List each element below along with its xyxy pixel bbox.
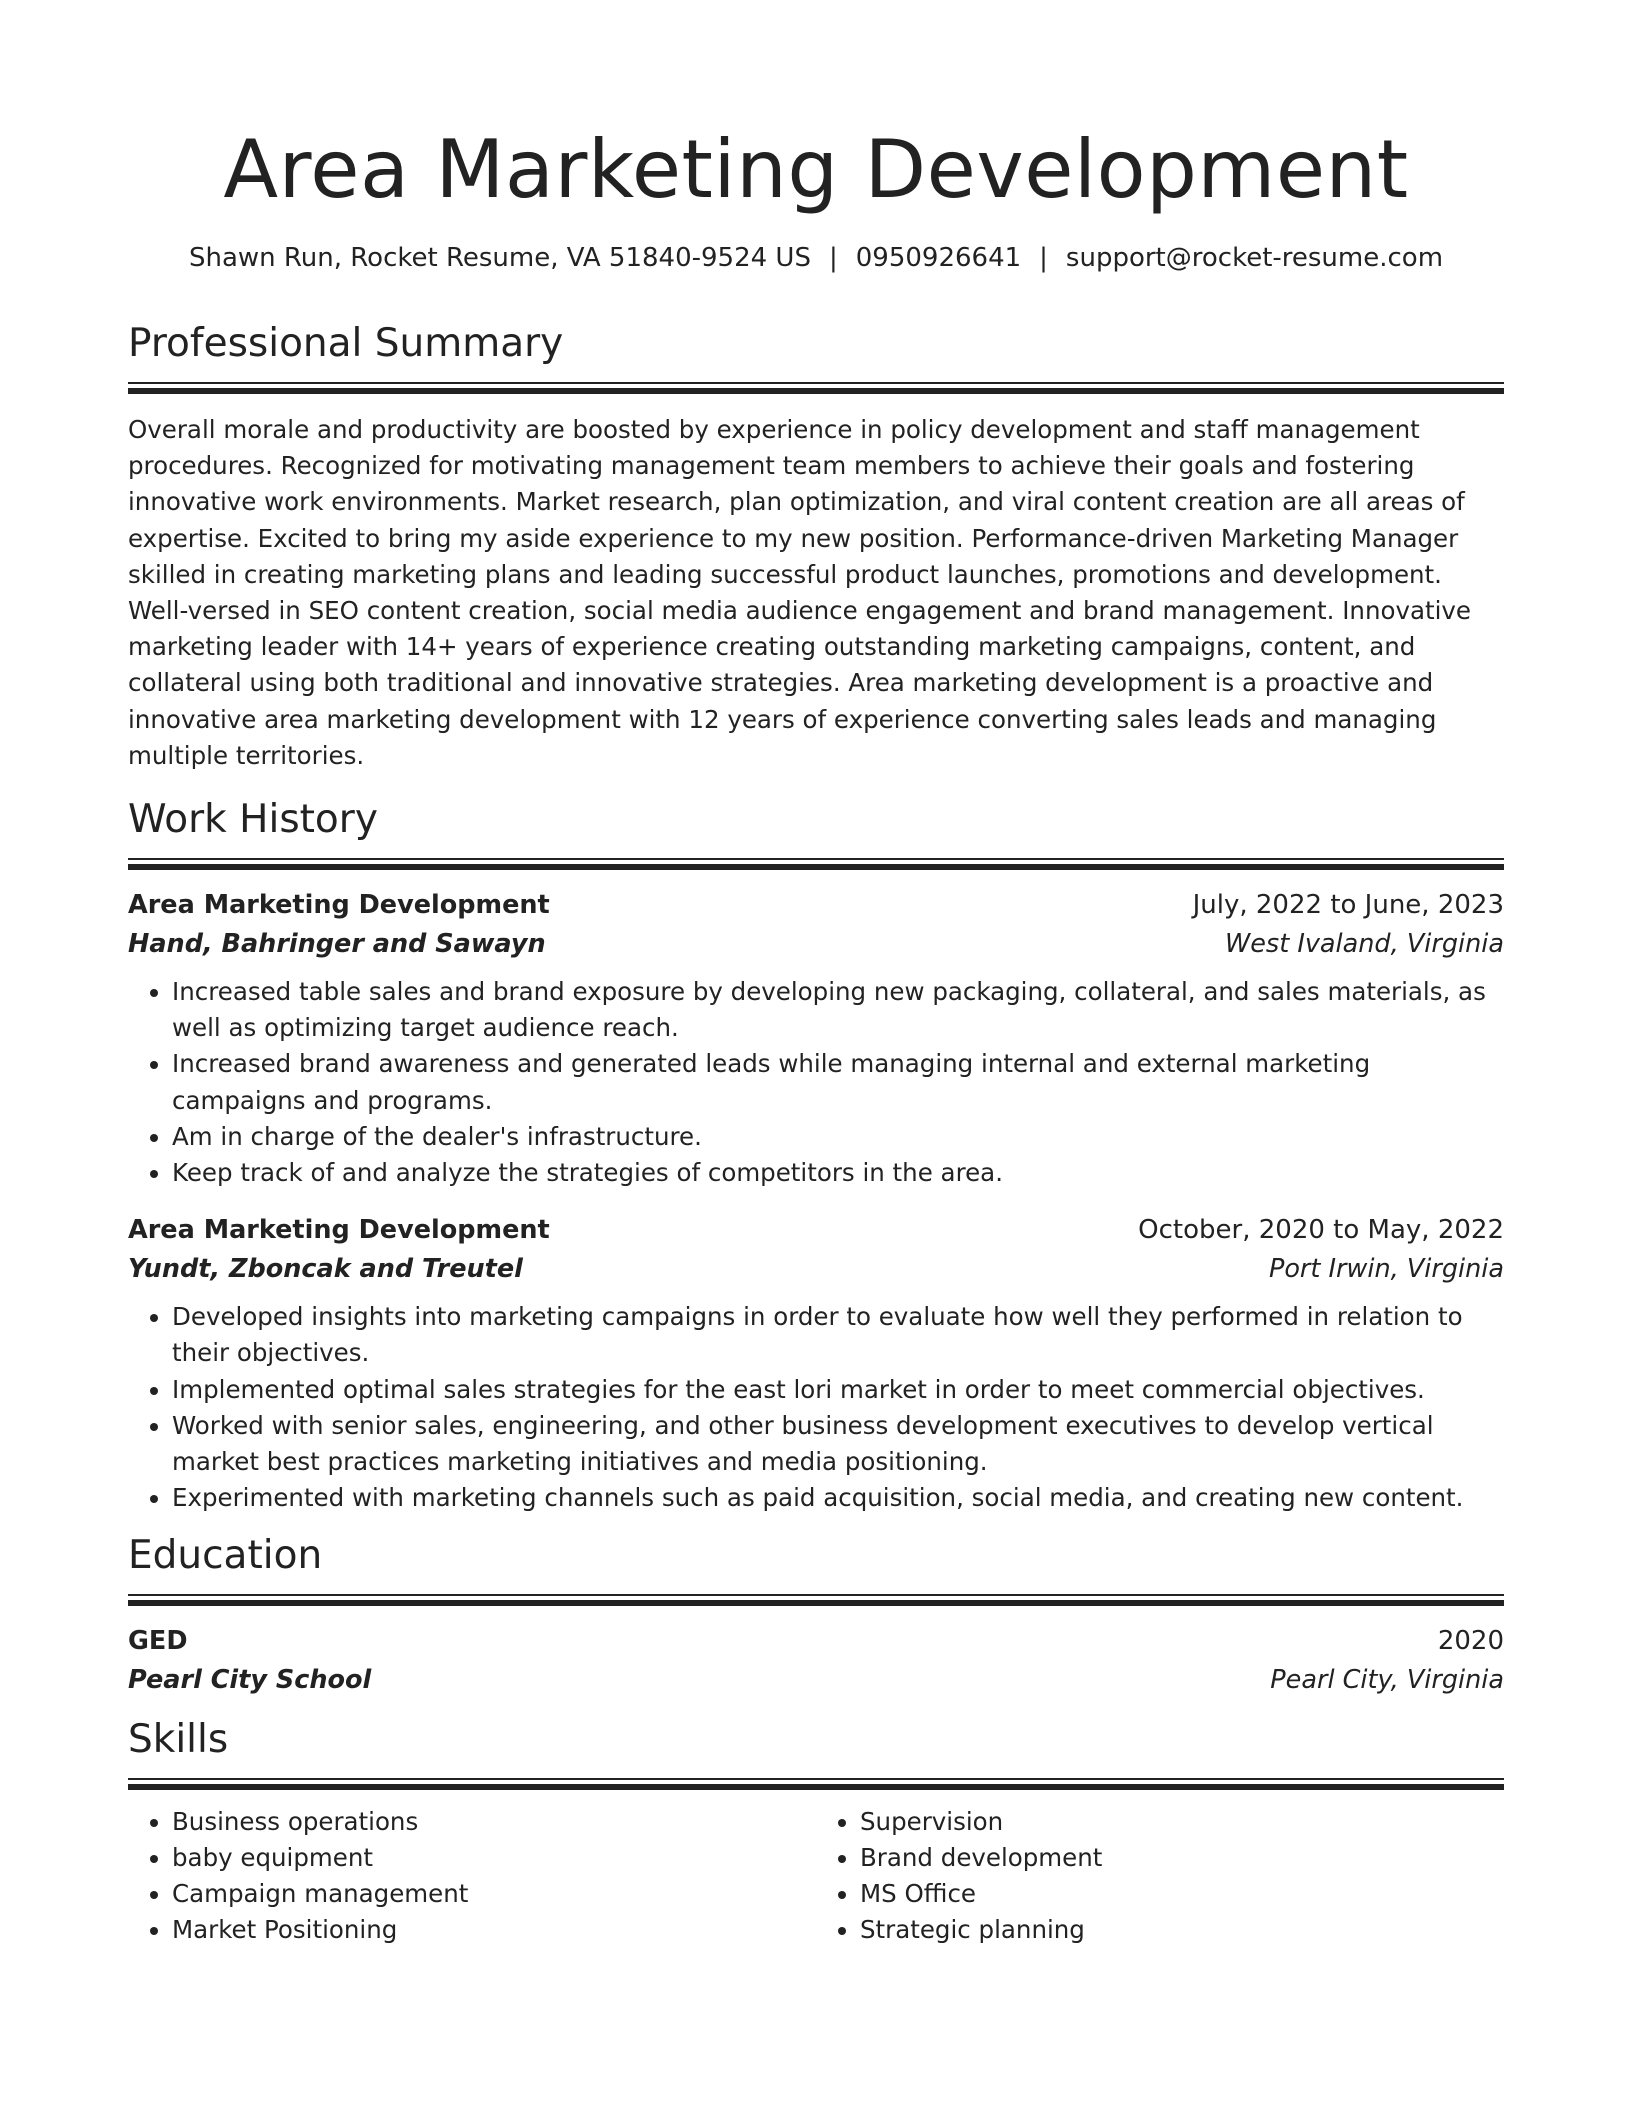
job-title: Area Marketing Development	[128, 890, 550, 921]
job-bullet: • Worked with senior sales, engineering, and other business development executives to develop vertical market best practices marketing initiatives and media positioning.	[172, 1408, 1504, 1480]
skill-item: • Market Positioning	[172, 1912, 816, 1948]
job-bullet: • Implemented optimal sales strategies for the east lori market in order to meet commercial objectives.	[172, 1372, 1504, 1408]
job-bullet: • Increased brand awareness and generated leads while managing internal and external marketing campaigns and programs.	[172, 1046, 1504, 1118]
education-header	[128, 1622, 1504, 1661]
contact-address: Shawn Run, Rocket Resume, VA 51840-9524 US	[188, 243, 811, 273]
job-subheader	[128, 925, 1504, 964]
job-dates: October, 2020 to May, 2022	[1138, 1215, 1504, 1246]
job-title: Area Marketing Development	[128, 1215, 550, 1246]
skill-item: • Business operations	[172, 1804, 816, 1840]
contact-separator: |	[828, 243, 838, 273]
skill-item: • Supervision	[860, 1804, 1504, 1840]
section-title-skills: Skills	[128, 1717, 229, 1763]
contact-phone: 0950926641	[855, 243, 1022, 273]
job-entry	[128, 886, 1504, 1191]
job-header	[128, 1211, 1504, 1250]
section-divider	[128, 858, 1504, 870]
job-bullet: • Am in charge of the dealer's infrastructure.	[172, 1119, 1504, 1155]
education-degree: GED	[128, 1626, 188, 1657]
section-divider	[128, 1778, 1504, 1790]
skills-section	[128, 1714, 1504, 1948]
education-subheader	[128, 1661, 1504, 1700]
job-bullet: • Experimented with marketing channels such as paid acquisition, social media, and creating new content.	[172, 1480, 1504, 1516]
job-company: Yundt, Zboncak and Treutel	[128, 1254, 523, 1285]
resume-name: Area Marketing Development	[223, 123, 1409, 216]
job-location: Port Irwin, Virginia	[1268, 1254, 1504, 1285]
section-title-work-history: Work History	[128, 797, 378, 843]
skill-item: • Brand development	[860, 1840, 1504, 1876]
contact-separator: |	[1039, 243, 1048, 273]
contact-email: support@rocket-resume.com	[1065, 243, 1444, 273]
job-bullet: • Increased table sales and brand exposure by developing new packaging, collateral, and sales materials, as well as optimizing target audience reach.	[172, 974, 1504, 1046]
education-location: Pearl City, Virginia	[1270, 1665, 1504, 1696]
skill-item: • Campaign management	[172, 1876, 816, 1912]
contact-line	[128, 240, 1504, 276]
skills-list-right	[816, 1804, 1504, 1948]
job-entry	[128, 1211, 1504, 1516]
job-company: Hand, Bahringer and Sawayn	[128, 929, 546, 960]
job-dates: July, 2022 to June, 2023	[1192, 890, 1504, 921]
job-subheader	[128, 1250, 1504, 1289]
summary-section	[128, 318, 1504, 774]
summary-text: Overall morale and productivity are boosted by experience in policy development and staff management procedures. Recognized for motivating management team members to achieve their goals and fostering innovative work environments. Market research, plan optimization, and viral content creation are all areas of expertise. Excited to bring my aside experience to my new position. Performance-driven Marketing Manager skilled in creating marketing plans and leading successful product launches, promotions and development. Well-versed in SEO content creation, social media audience engagement and brand management. Innovative marketing leader with 14+ years of experience creating outstanding marketing campaigns, content, and collateral using both traditional and innovative strategies. Area marketing development is a proactive and innovative area marketing development with 12 years of experience converting sales leads and managing multiple territories.	[128, 415, 1471, 770]
work-history-section	[128, 794, 1504, 1516]
job-bullet: • Keep track of and analyze the strategies of competitors in the area.	[172, 1155, 1504, 1191]
skill-item: • baby equipment	[172, 1840, 816, 1876]
education-year: 2020	[1437, 1626, 1504, 1657]
job-bullets	[128, 1299, 1504, 1516]
education-school: Pearl City School	[128, 1665, 372, 1696]
skill-item: • Strategic planning	[860, 1912, 1504, 1948]
education-section	[128, 1530, 1504, 1700]
section-divider	[128, 382, 1504, 394]
job-bullet: • Developed insights into marketing campaigns in order to evaluate how well they performed in relation to their objectives.	[172, 1299, 1504, 1371]
section-divider	[128, 1594, 1504, 1606]
section-title-education: Education	[128, 1533, 323, 1579]
skills-columns	[128, 1804, 1504, 1948]
education-entry	[128, 1622, 1504, 1700]
section-title-summary: Professional Summary	[128, 321, 564, 366]
job-bullets	[128, 974, 1504, 1191]
job-location: West Ivaland, Virginia	[1225, 929, 1504, 960]
skill-item: • MS Office	[860, 1876, 1504, 1912]
job-header	[128, 886, 1504, 925]
skills-list-left	[128, 1804, 816, 1948]
